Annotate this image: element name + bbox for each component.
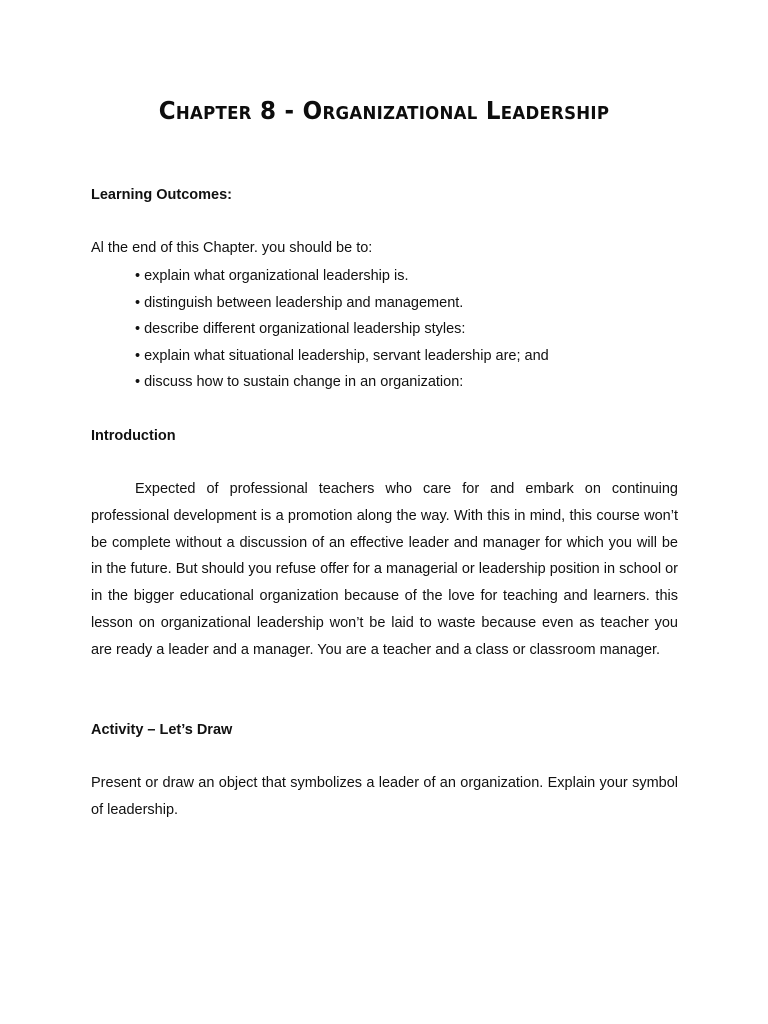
learning-outcomes-list [135,266,549,399]
list-item: • distinguish between leadership and management. [135,294,464,311]
learning-outcomes-intro: Al the end of this Chapter. you should be to: [91,240,373,256]
activity-heading: Activity – Let’s Draw [91,722,233,738]
list-item: • explain what situational leadership, servant leadership are; and [135,347,549,364]
introduction-paragraph: Expected of professional teachers who care for and embark on continuing professional development is a promotion along the way. With this in mind, this course won’t be complete without a discussion of an effective leader and manager for which you will be in the future. But should you refuse offer for a managerial or leadership position in school or in the bigger educational organization because of the love for teaching and learners. this lesson on organizational leadership won’t be laid to waste because even as teacher you are ready a leader and a manager. You are a teacher and a class or classroom manager. [91,481,678,658]
list-item: • describe different organizational leadership styles: [135,321,466,337]
list-item: • discuss how to sustain change in an organization: [135,374,464,390]
list-item: • explain what organizational leadership is. [135,268,409,284]
introduction-heading: Introduction [91,428,176,444]
learning-outcomes-heading: Learning Outcomes: [91,187,232,203]
chapter-title: Chapter 8 - Organizational Leadership [158,96,610,125]
activity-paragraph: Present or draw an object that symbolizes a leader of an organization. Explain your symbol of leadership. [91,775,678,818]
